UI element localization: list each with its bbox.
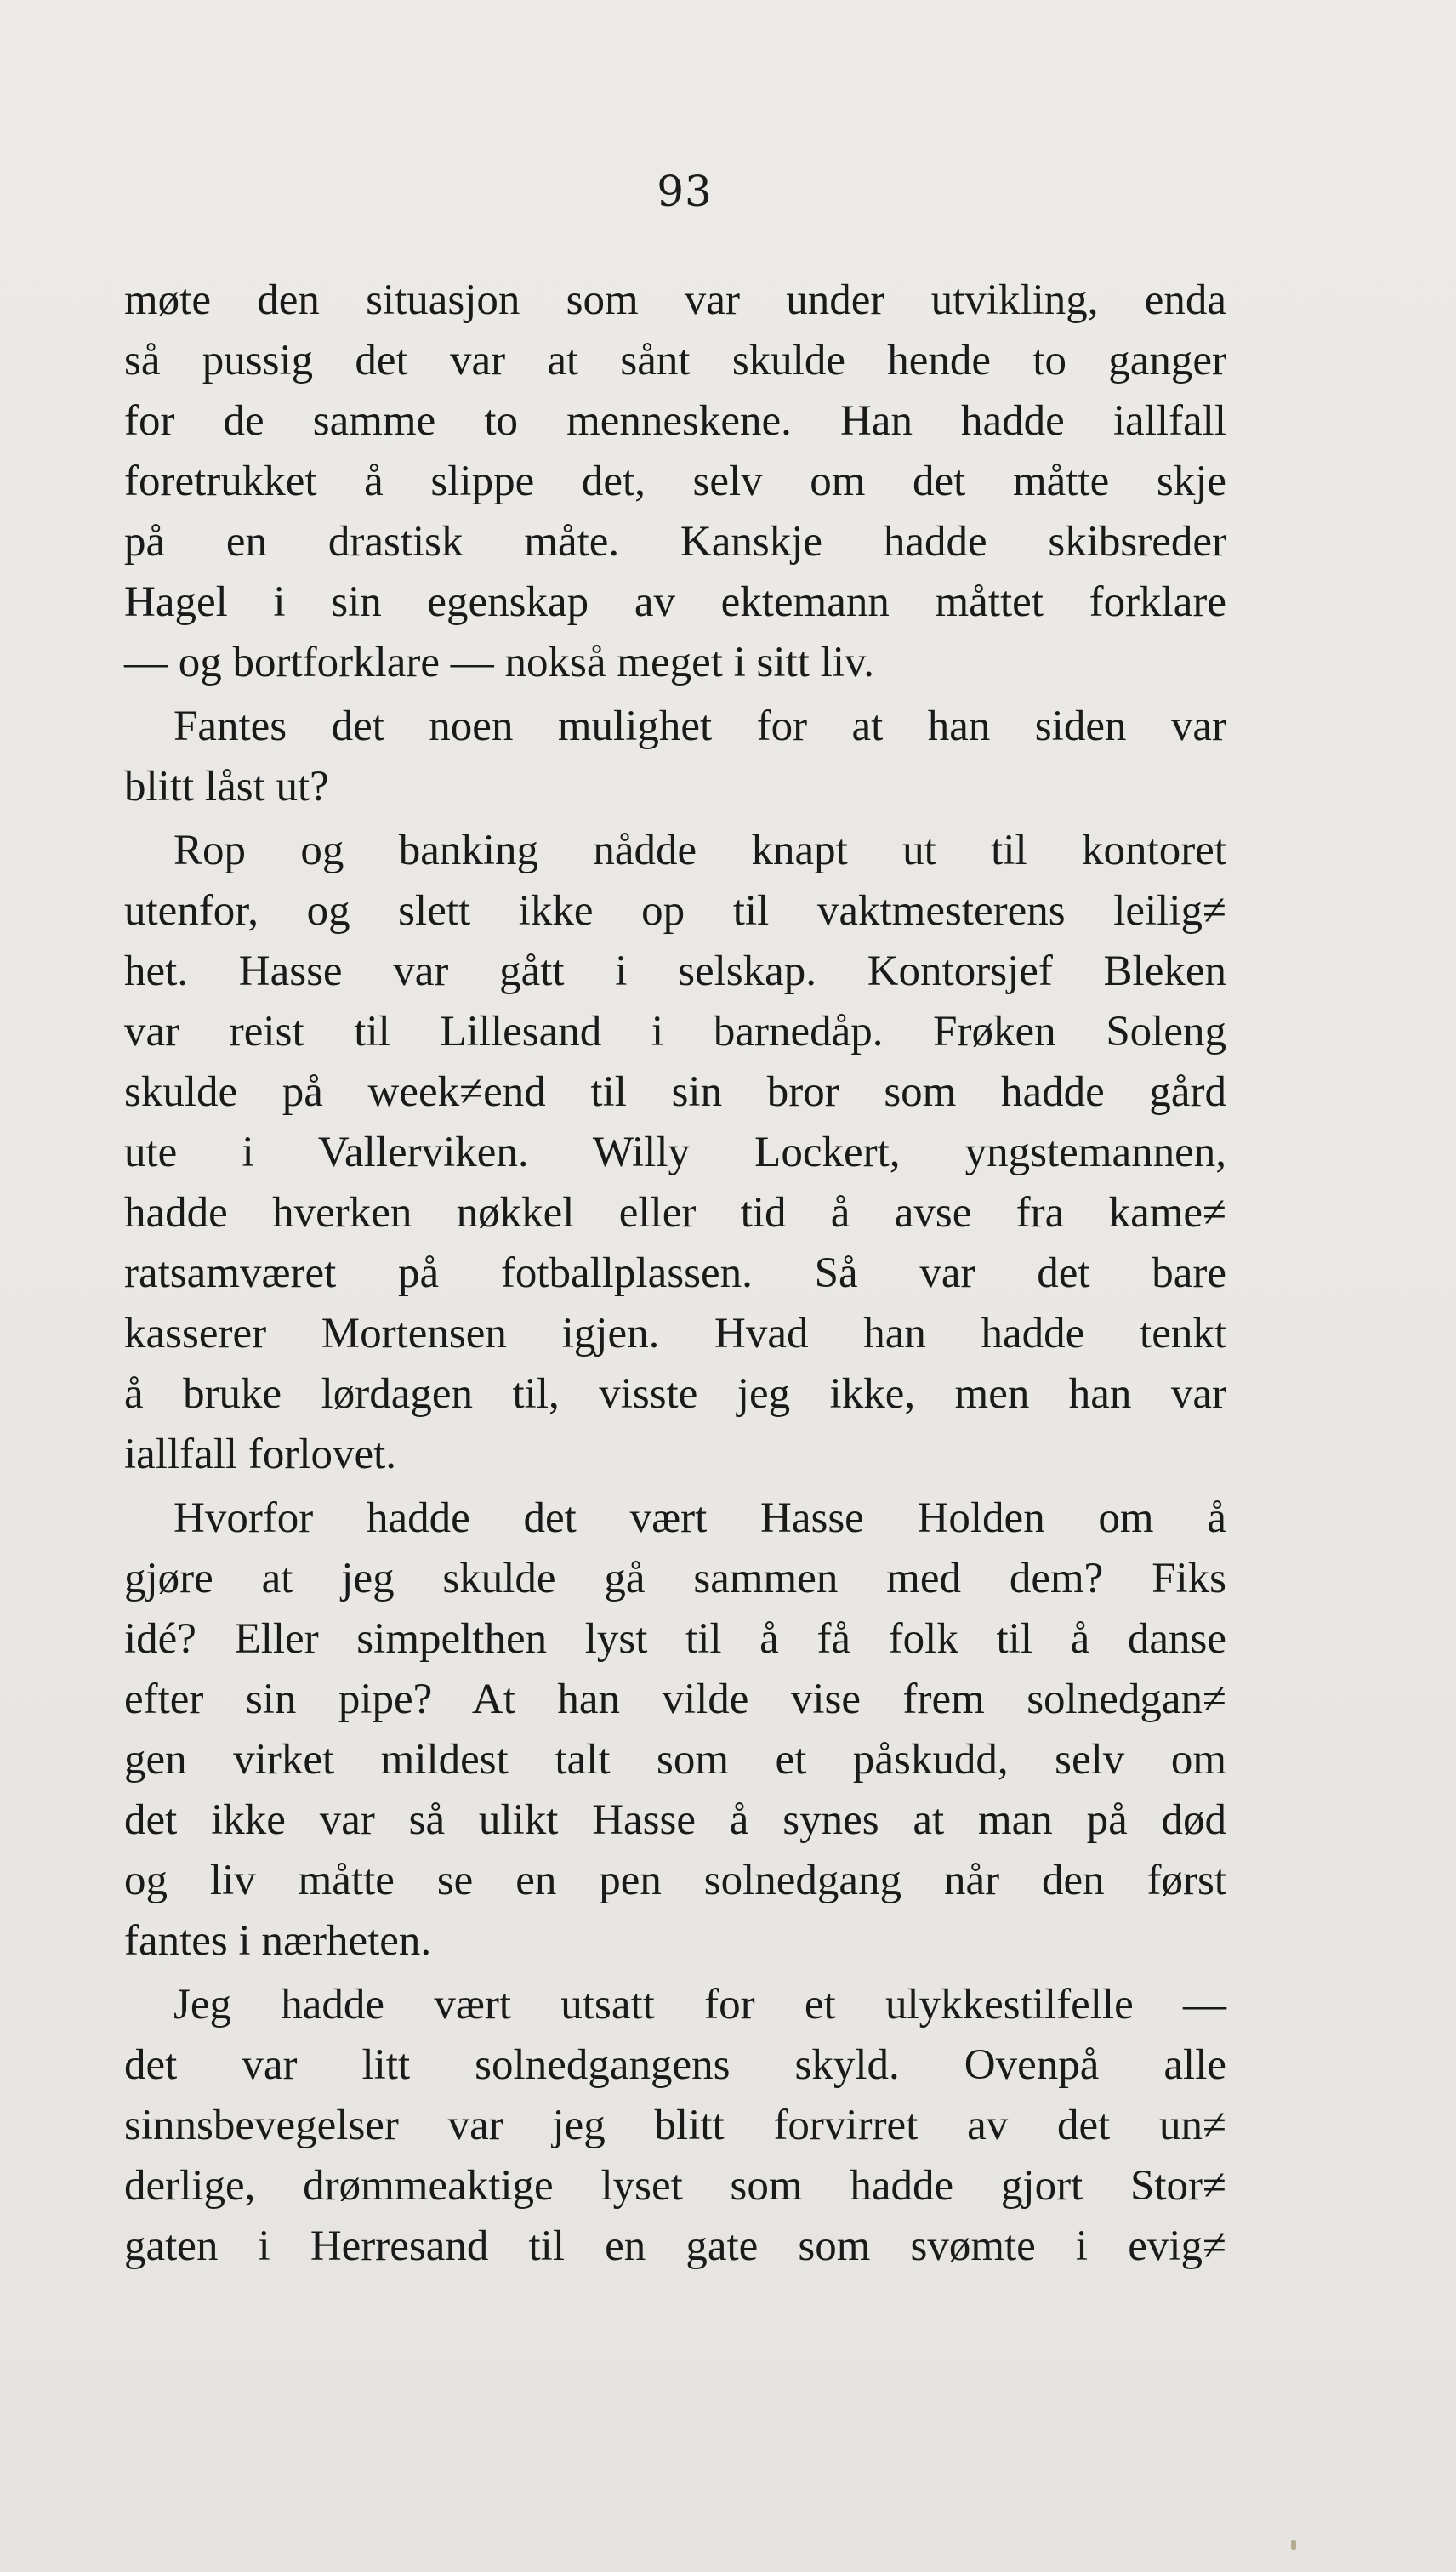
text-line: Hagel i sin egenskap av ektemann måttet forklare [124,578,1226,626]
paragraph [124,1975,1226,2277]
text-line: — og bortforklare — nokså meget i sitt liv. [124,639,874,686]
text-line: gen virket mildest talt som et påskudd, selv om [124,1736,1226,1784]
text-line: het. Hasse var gått i selskap. Kontorsjef Bleken [124,947,1226,995]
text-line: efter sin pipe? At han vilde vise frem solnedgan≠ [124,1676,1226,1723]
paragraph [124,821,1226,1485]
text-line: skulde på week≠end til sin bror som hadde gård [124,1068,1226,1116]
text-line: foretrukket å slippe det, selv om det måtte skje [124,458,1226,505]
text-line: iallfall forlovet. [124,1431,397,1478]
text-line: møte den situasjon som var under utvikling, enda [124,276,1226,324]
text-line: Hvorfor hadde det vært Hasse Holden om å [173,1494,1226,1542]
text-line: sinnsbevegelser var jeg blitt forvirret av det un≠ [124,2102,1226,2149]
body-text [124,270,1226,2280]
text-line: det var litt solnedgangens skyld. Ovenpå alle [124,2041,1226,2089]
text-line: utenfor, og slett ikke op til vaktmesterens leilig≠ [124,887,1226,935]
text-line: gjøre at jeg skulde gå sammen med dem? Fiks [124,1555,1226,1602]
paragraph [124,1488,1226,1972]
text-line: idé? Eller simpelthen lyst til å få folk til å danse [124,1615,1226,1663]
text-line: og liv måtte se en pen solnedgang når den først [124,1857,1226,1904]
text-line: derlige, drømmeaktige lyset som hadde gjort Stor≠ [124,2162,1226,2210]
text-line: var reist til Lillesand i barnedåp. Frøken Soleng [124,1008,1226,1056]
text-line: fantes i nærheten. [124,1917,432,1965]
text-line: kasserer Mortensen igjen. Hvad han hadde tenkt [124,1310,1226,1357]
text-line: for de samme to menneskene. Han hadde iallfall [124,397,1226,445]
text-line: ute i Vallerviken. Willy Lockert, yngstemannen, [124,1129,1226,1176]
paragraph [124,697,1226,817]
page-number: 93 [657,167,713,216]
text-line: ratsamværet på fotballplassen. Så var det bare [124,1249,1226,1297]
text-line: det ikke var så ulikt Hasse å synes at man på død [124,1796,1226,1844]
text-line: Fantes det noen mulighet for at han siden var [173,703,1226,750]
text-line: å bruke lørdagen til, visste jeg ikke, men han var [124,1370,1226,1418]
text-line: hadde hverken nøkkel eller tid å avse fra kame≠ [124,1189,1226,1237]
text-line: Jeg hadde vært utsatt for et ulykkestilfelle — [173,1981,1226,2029]
text-line: på en drastisk måte. Kanskje hadde skibsreder [124,518,1226,566]
text-line: Rop og banking nådde knapt ut til kontoret [173,827,1226,874]
paper-speck [1291,2540,1296,2550]
text-line: så pussig det var at sånt skulde hende to ganger [124,337,1226,384]
text-line: blitt låst ut? [124,763,329,811]
text-line: gaten i Herresand til en gate som svømte i evig≠ [124,2222,1226,2270]
paragraph [124,270,1226,693]
